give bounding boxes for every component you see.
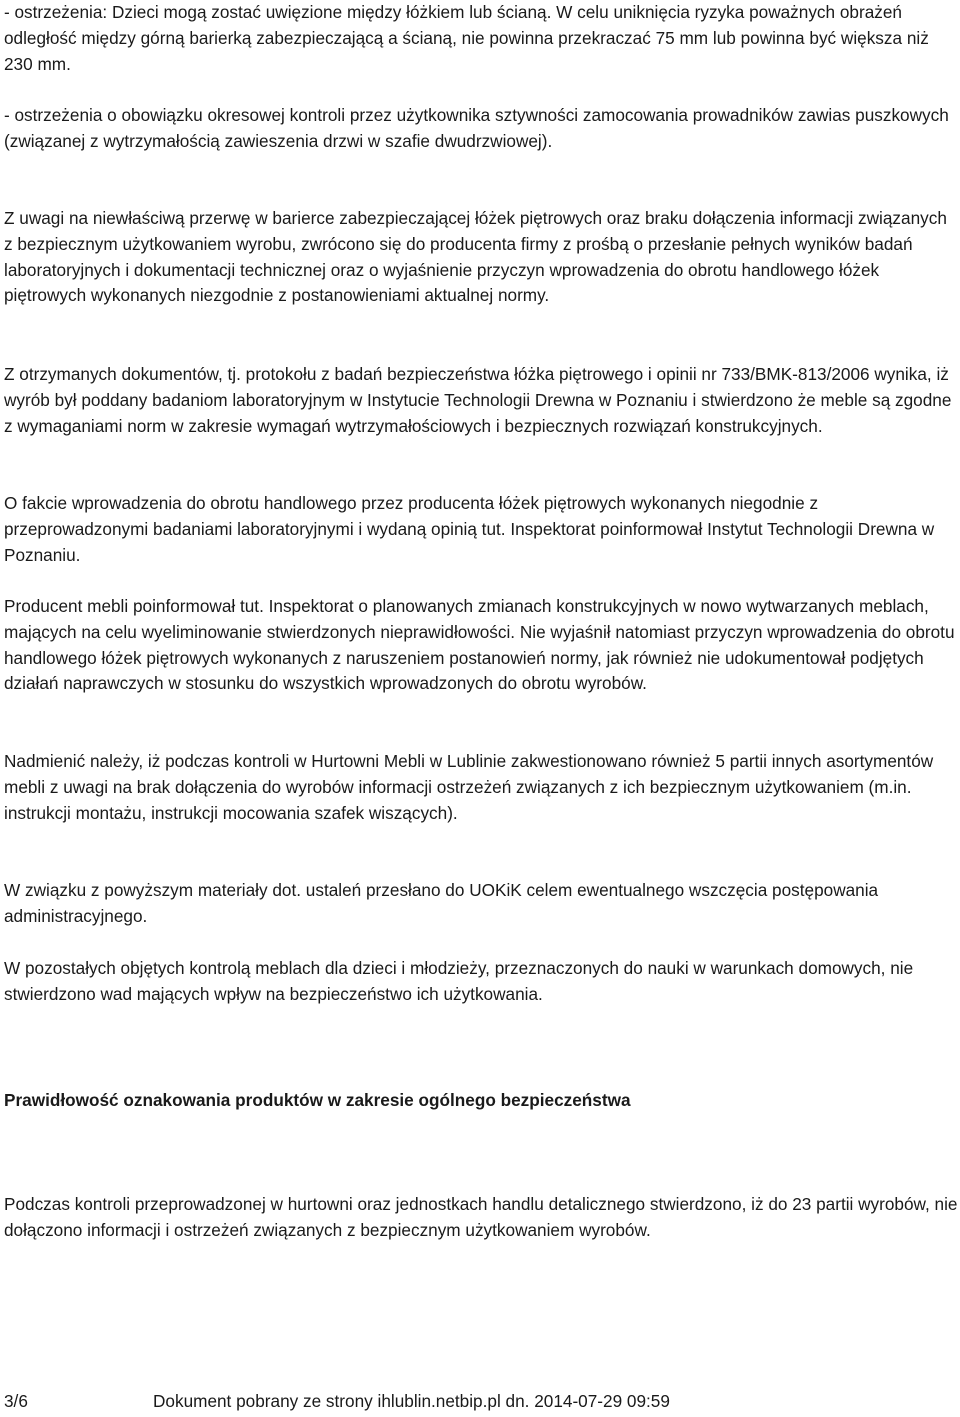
paragraph-producer: Producent mebli poinformował tut. Inspektorat o planowanych zmianach konstrukcyjnych w nowo wytwarzanych meblach, mających na celu wyeliminowanie stwierdzonych nieprawidłowości. Nie wyjaśnił natomiast przyczyn wprowadzenia do obrotu handlowego łóżek piętrowych wykonanych z naruszeniem postanowień normy, jak również nie udokumentował podjętych działań naprawczych w stosunku do wszystkich wprowadzonych do obrotu wyrobów. <box>4 596 955 694</box>
paragraph-barrier-gap: Z uwagi na niewłaściwą przerwę w barierce zabezpieczającej łóżek piętrowych oraz braku dołączenia informacji związanych z bezpiecznym użytkowaniem wyrobu, zwrócono się do producenta firmy z prośbą o przesłanie pełnych wyników badań laboratoryjnych i dokumentacji technicznej oraz o wyjaśnienie przyczyn wprowadzenia do obrotu handlowego łóżek piętrowych wykonanych niezgodnie z postanowieniami aktualnej normy. <box>4 208 947 306</box>
paragraph-wholesale-inspection: Nadmienić należy, iż podczas kontroli w Hurtowni Mebli w Lublinie zakwestionowano również 5 partii innych asortymentów mebli z uwagi na brak dołączenia do wyrobów informacji ostrzeżeń związanych z ich bezpiecznym użytkowaniem (m.in. instrukcji montażu, instrukcji mocowania szafek wiszących). <box>4 751 934 823</box>
footer-source-text: Dokument pobrany ze strony ihlublin.netbip.pl dn. 2014-07-29 09:59 <box>153 1391 670 1411</box>
paragraph-warning-hinges: - ostrzeżenia o obowiązku okresowej kontroli przez użytkownika sztywności zamocowania prowadników zawias puszkowych (związanej z wytrzymałością zawieszenia drzwi w szafie dwudrzwiowej). <box>4 105 949 151</box>
section-heading: Prawidłowość oznakowania produktów w zakresie ogólnego bezpieczeństwa <box>4 1090 631 1110</box>
paragraph-documents: Z otrzymanych dokumentów, tj. protokołu z badań bezpieczeństwa łóżka piętrowego i opinii nr 733/BMK-813/2006 wynika, iż wyrób był poddany badaniom laboratoryjnym w Instytucie Technologii Drewna w Poznaniu i stwierdzono że meble są zgodne z wymaganiami norm w zakresie wymagań wytrzymałościowych i bezpiecznych rozwiązań konstrukcyjnych. <box>4 364 952 436</box>
page-number: 3/6 <box>4 1391 28 1411</box>
paragraph-uokik: W związku z powyższym materiały dot. ustaleń przesłano do UOKiK celem ewentualnego wszczęcia postępowania administracyjnego. <box>4 880 879 926</box>
paragraph-remaining-furniture: W pozostałych objętych kontrolą meblach dla dzieci i młodzieży, przeznaczonych do nauki w warunkach domowych, nie stwierdzono wad mających wpływ na bezpieczeństwo ich użytkowania. <box>4 958 914 1004</box>
paragraph-warning-gap: - ostrzeżenia: Dzieci mogą zostać uwięzione między łóżkiem lub ścianą. W celu uniknięcia ryzyka poważnych obrażeń odległość między górną barierką zabezpieczającą a ścianą, nie powinna przekraczać 75 mm lub powinna być większa niż 230 mm. <box>4 2 929 74</box>
paragraph-introduction-fact: O fakcie wprowadzenia do obrotu handlowego przez producenta łóżek piętrowych wykonanych niegodnie z przeprowadzonymi badaniami laboratoryjnymi i wydaną opinią tut. Inspektorat poinformował Instytut Technologii Drewna w Poznaniu. <box>4 493 935 565</box>
paragraph-labeling-findings: Podczas kontroli przeprowadzonej w hurtowni oraz jednostkach handlu detalicznego stwierdzono, iż do 23 partii wyrobów, nie dołączono informacji i ostrzeżeń związanych z bezpiecznym użytkowaniem wyrobów. <box>4 1194 958 1240</box>
